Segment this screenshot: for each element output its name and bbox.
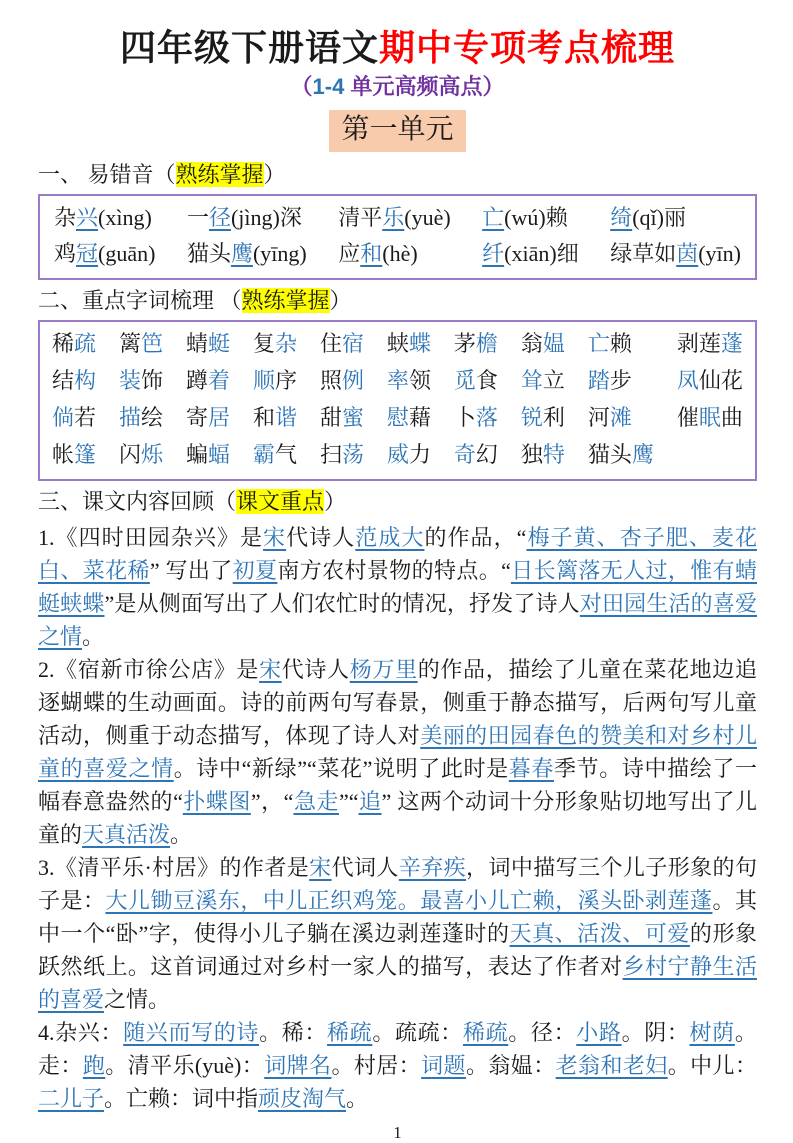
word-item: 蝙蝠: [185, 442, 230, 467]
word-item: 帐篷: [52, 442, 97, 467]
word-item: 稀疏: [52, 331, 97, 356]
paragraph-sishitianyuan: 1.《四时田园杂兴》是宋代诗人范成大的作品，“梅子黄、杏子肥、麦花白、菜花稀” 写出了初夏南方农村景物的特点。“日长篱落无人过，惟有蜻蜓蛱蝶”是从侧面写出了人们农忙时的情况，抒发了诗人对田园生活的喜爱之情。: [38, 525, 757, 649]
word-item: 独特: [520, 442, 565, 467]
word-item: 照例: [319, 368, 364, 393]
word-item: 霸气: [252, 442, 297, 467]
word-item: 顺序: [252, 368, 297, 393]
section-heading-text-review: 三、课文内容回顾（课文重点）: [38, 489, 347, 514]
word-item: 寄居: [185, 405, 230, 430]
section-heading-key-words: 二、重点字词梳理 （熟练掌握）: [38, 288, 352, 313]
word-item: 蜻蜓: [185, 331, 230, 356]
word-item: 翁媪: [520, 331, 565, 356]
word-item: 亡赖: [587, 331, 632, 356]
unit-header: [38, 110, 757, 152]
pinyin-item: 应和(hè): [338, 241, 418, 266]
pinyin-item: 一径(jìng)深: [186, 205, 302, 230]
word-item: 结构: [52, 368, 97, 393]
word-item: 蹲着: [185, 368, 230, 393]
pinyin-table: [38, 194, 757, 280]
pinyin-item: 纤(xiān)细: [482, 241, 579, 266]
word-item: 锐利: [520, 405, 565, 430]
pinyin-item: 猫头鹰(yīng): [186, 241, 307, 266]
page-number: 1: [393, 1123, 402, 1142]
word-item: 率领: [386, 368, 431, 393]
word-item: 倘若: [52, 405, 97, 430]
paragraph-word-glossary: 4.杂兴：随兴而写的诗。稀：稀疏。疏疏：稀疏。径：小路。阴：树荫。走：跑。清平乐(yuè)：词牌名。村居：词题。翁媪：老翁和老妇。中儿：二儿子。亡赖：词中指顽皮淘气。: [38, 1020, 757, 1111]
word-item: 闪烁: [118, 442, 164, 467]
word-item: 猫头鹰: [587, 442, 654, 467]
word-item: 描绘: [118, 405, 164, 430]
word-item: 和谐: [252, 405, 297, 430]
pinyin-item: 绮(qǐ)丽: [610, 205, 686, 230]
paragraph-suxinshi: 2.《宿新市徐公店》是宋代诗人杨万里的作品，描绘了儿童在菜花地边追逐蝴蝶的生动画面。诗的前两句写春景，侧重于静态描写，后两句写儿童活动，侧重于动态描写，体现了诗人对美丽的田园春色的赞美和对乡村儿童的喜爱之情。诗中“新绿”“菜花”说明了此时是暮春季节。诗中描绘了一幅春意盎然的“扑蝶图”，“急走”“追” 这两个动词十分形象贴切地写出了儿童的天真活泼。: [38, 657, 757, 847]
word-item: 威力: [386, 442, 431, 467]
key-words-table: [38, 320, 757, 481]
word-item: 复杂: [252, 331, 297, 356]
word-item: 茅檐: [453, 331, 498, 356]
word-item: 踏步: [587, 368, 632, 393]
document-subtitle: （1-4 单元高频高点）: [290, 74, 505, 99]
unit-title-badge: 第一单元: [329, 110, 465, 152]
pinyin-item: 清平乐(yuè): [338, 205, 451, 230]
word-item: 奇幻: [453, 442, 498, 467]
word-item: 凤仙花: [676, 368, 743, 393]
word-item: 河滩: [587, 405, 632, 430]
word-item: 甜蜜: [319, 405, 364, 430]
document-title: 四年级下册语文期中专项考点梳理: [119, 28, 676, 68]
word-item: 扫荡: [319, 442, 364, 467]
word-item: 觅食: [453, 368, 498, 393]
word-item: 住宿: [319, 331, 364, 356]
pinyin-item: 鸡冠(guān): [54, 241, 156, 266]
word-item: 卜落: [453, 405, 498, 430]
word-item: 耸立: [520, 368, 565, 393]
word-item: 慰藉: [386, 405, 431, 430]
pinyin-item: 绿草如茵(yīn): [610, 241, 741, 266]
section-heading-mispronounced-sounds: 一、 易错音（熟练掌握）: [38, 162, 286, 187]
word-item: 篱笆: [118, 331, 164, 356]
word-item: 催眠曲: [676, 405, 743, 430]
word-item: 装饰: [118, 368, 164, 393]
paragraph-qingpingle: 3.《清平乐·村居》的作者是宋代词人辛弃疾，词中描写三个儿子形象的句子是：大儿锄豆溪东，中儿正织鸡笼。最喜小儿亡赖，溪头卧剥莲蓬。其中一个“卧”字，使得小儿子躺在溪边剥莲蓬时的天真、活泼、可爱的形象跃然纸上。这首词通过对乡村一家人的描写，表达了作者对乡村宁静生活的喜爱之情。: [38, 855, 757, 1012]
word-item: 剥莲蓬: [676, 331, 743, 356]
pinyin-item: 亡(wú)赖: [482, 205, 568, 230]
word-item: 蛱蝶: [386, 331, 431, 356]
pinyin-item: 杂兴(xìng): [54, 205, 152, 230]
